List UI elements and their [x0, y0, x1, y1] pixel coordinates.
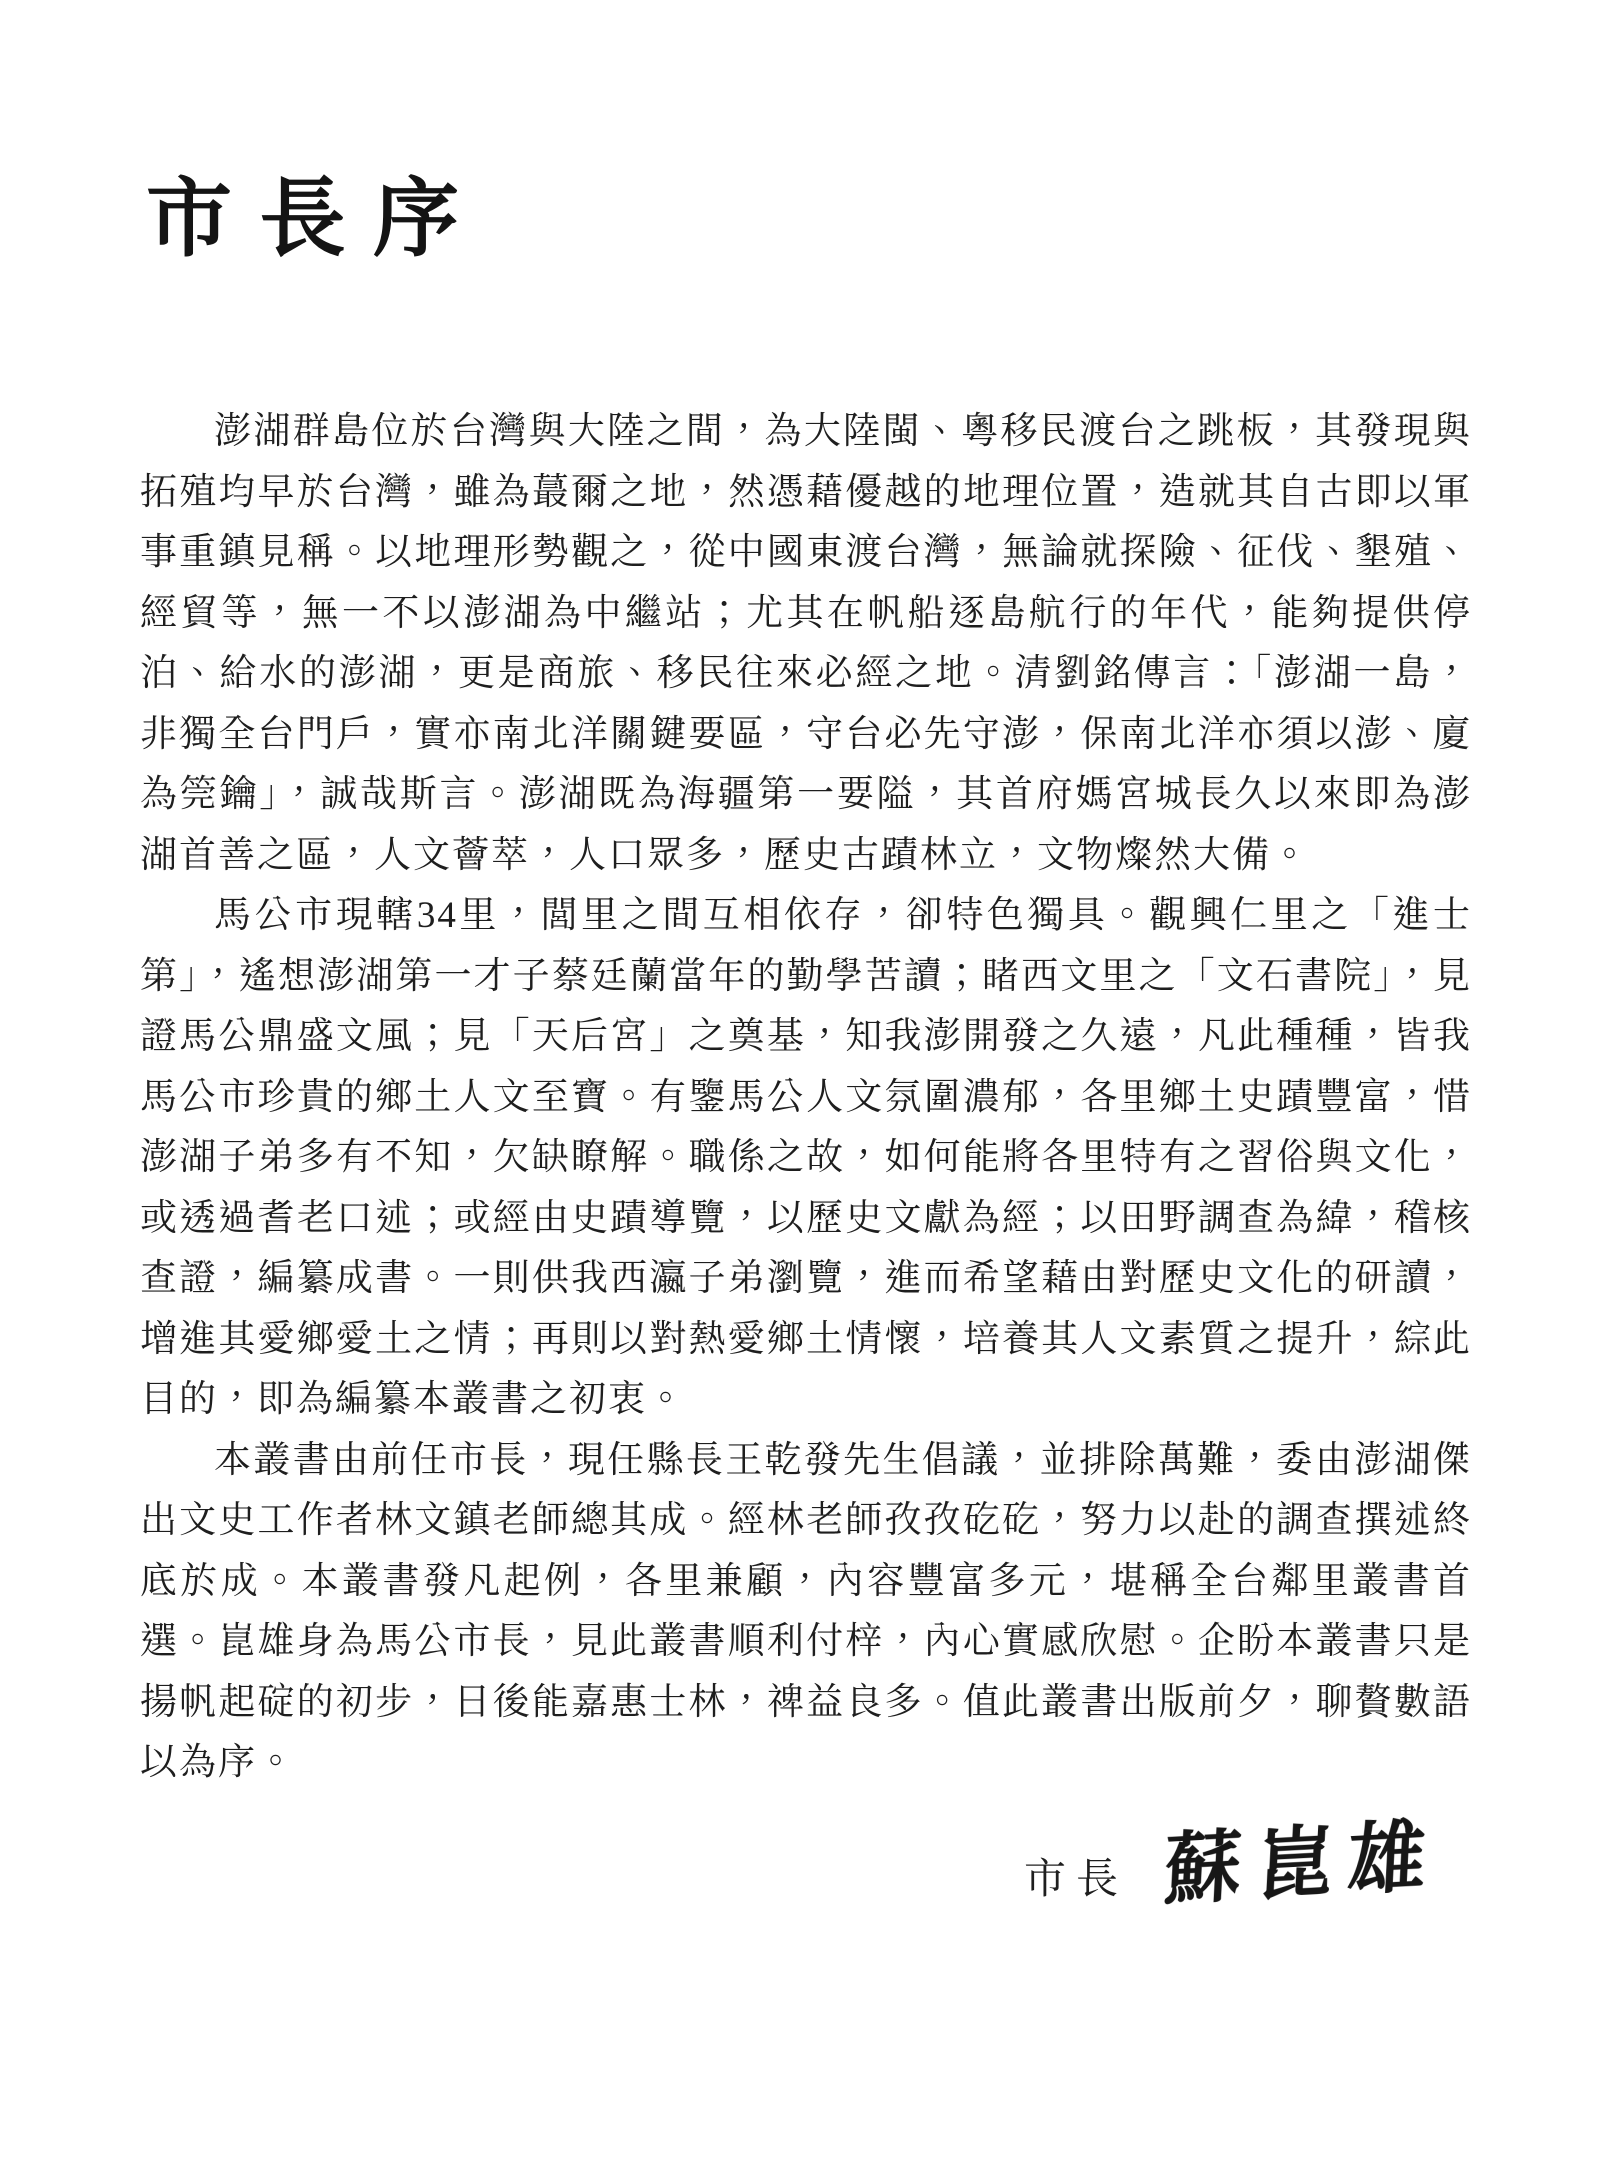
paragraph: 馬公市現轄34里，閭里之間互相依存，卻特色獨具。觀興仁里之「進士第」，遙想澎湖第一才子蔡廷蘭當年的勤學苦讀；睹西文里之「文石書院」，見證馬公鼎盛文風；見「天后宮」之奠基，知我澎開發之久遠，凡此種種，皆我馬公市珍貴的鄉土人文至寶。有鑒馬公人文氛圍濃郁，各里鄉土史蹟豐富，惜澎湖子弟多有不知，欠缺瞭解。職係之故，如何能將各里特有之習俗與文化，或透過耆老口述；或經由史蹟導覽，以歷史文獻為經；以田野調查為緯，稽核查證，編纂成書。一則供我西瀛子弟瀏覽，進而希望藉由對歷史文化的研讀，增進其愛鄉愛土之情；再則以對熱愛鄉土情懷，培養其人文素質之提升，綜此目的，即為編纂本叢書之初衷。 — [140, 895, 1472, 1420]
paragraph: 澎湖群島位於台灣與大陸之間，為大陸閩、粵移民渡台之跳板，其發現與拓殖均早於台灣，雖為蕞爾之地，然憑藉優越的地理位置，造就其自古即以軍事重鎮見稱。以地理形勢觀之，從中國東渡台灣，無論就探險、征伐、墾殖、經貿等，無一不以澎湖為中繼站；尤其在帆船逐島航行的年代，能夠提供停泊、給水的澎湖，更是商旅、移民往來必經之地。清劉銘傳言：「澎湖一島，非獨全台門戶，實亦南北洋關鍵要區，守台必先守澎，保南北洋亦須以澎、廈為筦鑰」，誠哉斯言。澎湖既為海疆第一要隘，其首府媽宮城長久以來即為澎湖首善之區，人文薈萃，人口眾多，歷史古蹟林立，文物燦然大備。 — [140, 411, 1472, 876]
body-text — [140, 402, 1472, 1794]
mayor-signature: 蘇崑雄 — [1161, 1812, 1442, 1915]
signature-title-label: 市長 — [1023, 1857, 1128, 1903]
signature-row — [0, 1812, 1442, 1915]
page-title: 市長序 — [146, 171, 487, 267]
paragraph: 本叢書由前任市長，現任縣長王乾發先生倡議，並排除萬難，委由澎湖傑出文史工作者林文鎮老師總其成。經林老師孜孜矻矻，努力以赴的調查撰述終底於成。本叢書發凡起例，各里兼顧，內容豐富多元，堪稱全台鄰里叢書首選。崑雄身為馬公市長，見此叢書順利付梓，內心實感欣慰。企盼本叢書只是揚帆起碇的初步，日後能嘉惠士林，禆益良多。值此叢書出版前夕，聊贅數語以為序。 — [140, 1439, 1472, 1783]
